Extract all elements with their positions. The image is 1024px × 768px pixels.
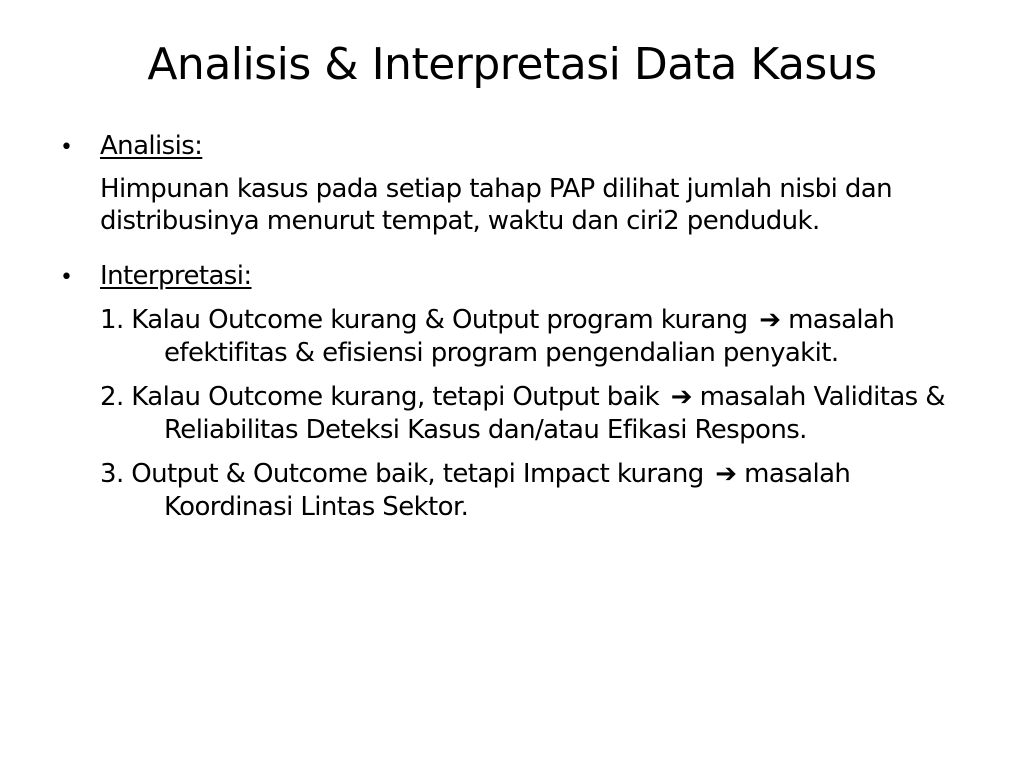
interpretasi-item-1 — [100, 304, 980, 369]
slide-content — [60, 130, 980, 523]
bullet-dot-icon: • — [60, 264, 73, 290]
slide-title: Analisis & Interpretasi Data Kasus — [147, 39, 877, 90]
analisis-label: Analisis: — [100, 131, 203, 161]
item-lead: 1. Kalau Outcome kurang & Output program kurang — [100, 305, 748, 335]
interpretasi-item-3 — [100, 458, 980, 523]
arrow-right-icon: ➔ — [715, 459, 737, 489]
item-rest: masalah Validitas & Reliabilitas Deteksi Kasus dan/atau Efikasi Respons. — [164, 382, 945, 445]
item-rest: masalah Koordinasi Lintas Sektor. — [164, 459, 851, 522]
item-lead: 3. Output & Outcome baik, tetapi Impact kurang — [100, 459, 704, 489]
item-lead: 2. Kalau Outcome kurang, tetapi Output baik — [100, 382, 660, 412]
interpretasi-item-2 — [100, 381, 980, 446]
bullet-interpretasi — [60, 260, 980, 293]
interpretasi-label: Interpretasi: — [100, 260, 252, 291]
bullet-dot-icon: • — [60, 135, 73, 160]
arrow-right-icon: ➔ — [759, 305, 781, 335]
analisis-text: Himpunan kasus pada setiap tahap PAP dilihat jumlah nisbi dan distribusinya menurut tempat, waktu dan ciri2 penduduk. — [100, 173, 892, 236]
arrow-right-icon: ➔ — [670, 382, 692, 412]
bullet-analisis — [60, 130, 980, 163]
item-rest: masalah efektifitas & efisiensi program pengendalian penyakit. — [164, 305, 895, 368]
